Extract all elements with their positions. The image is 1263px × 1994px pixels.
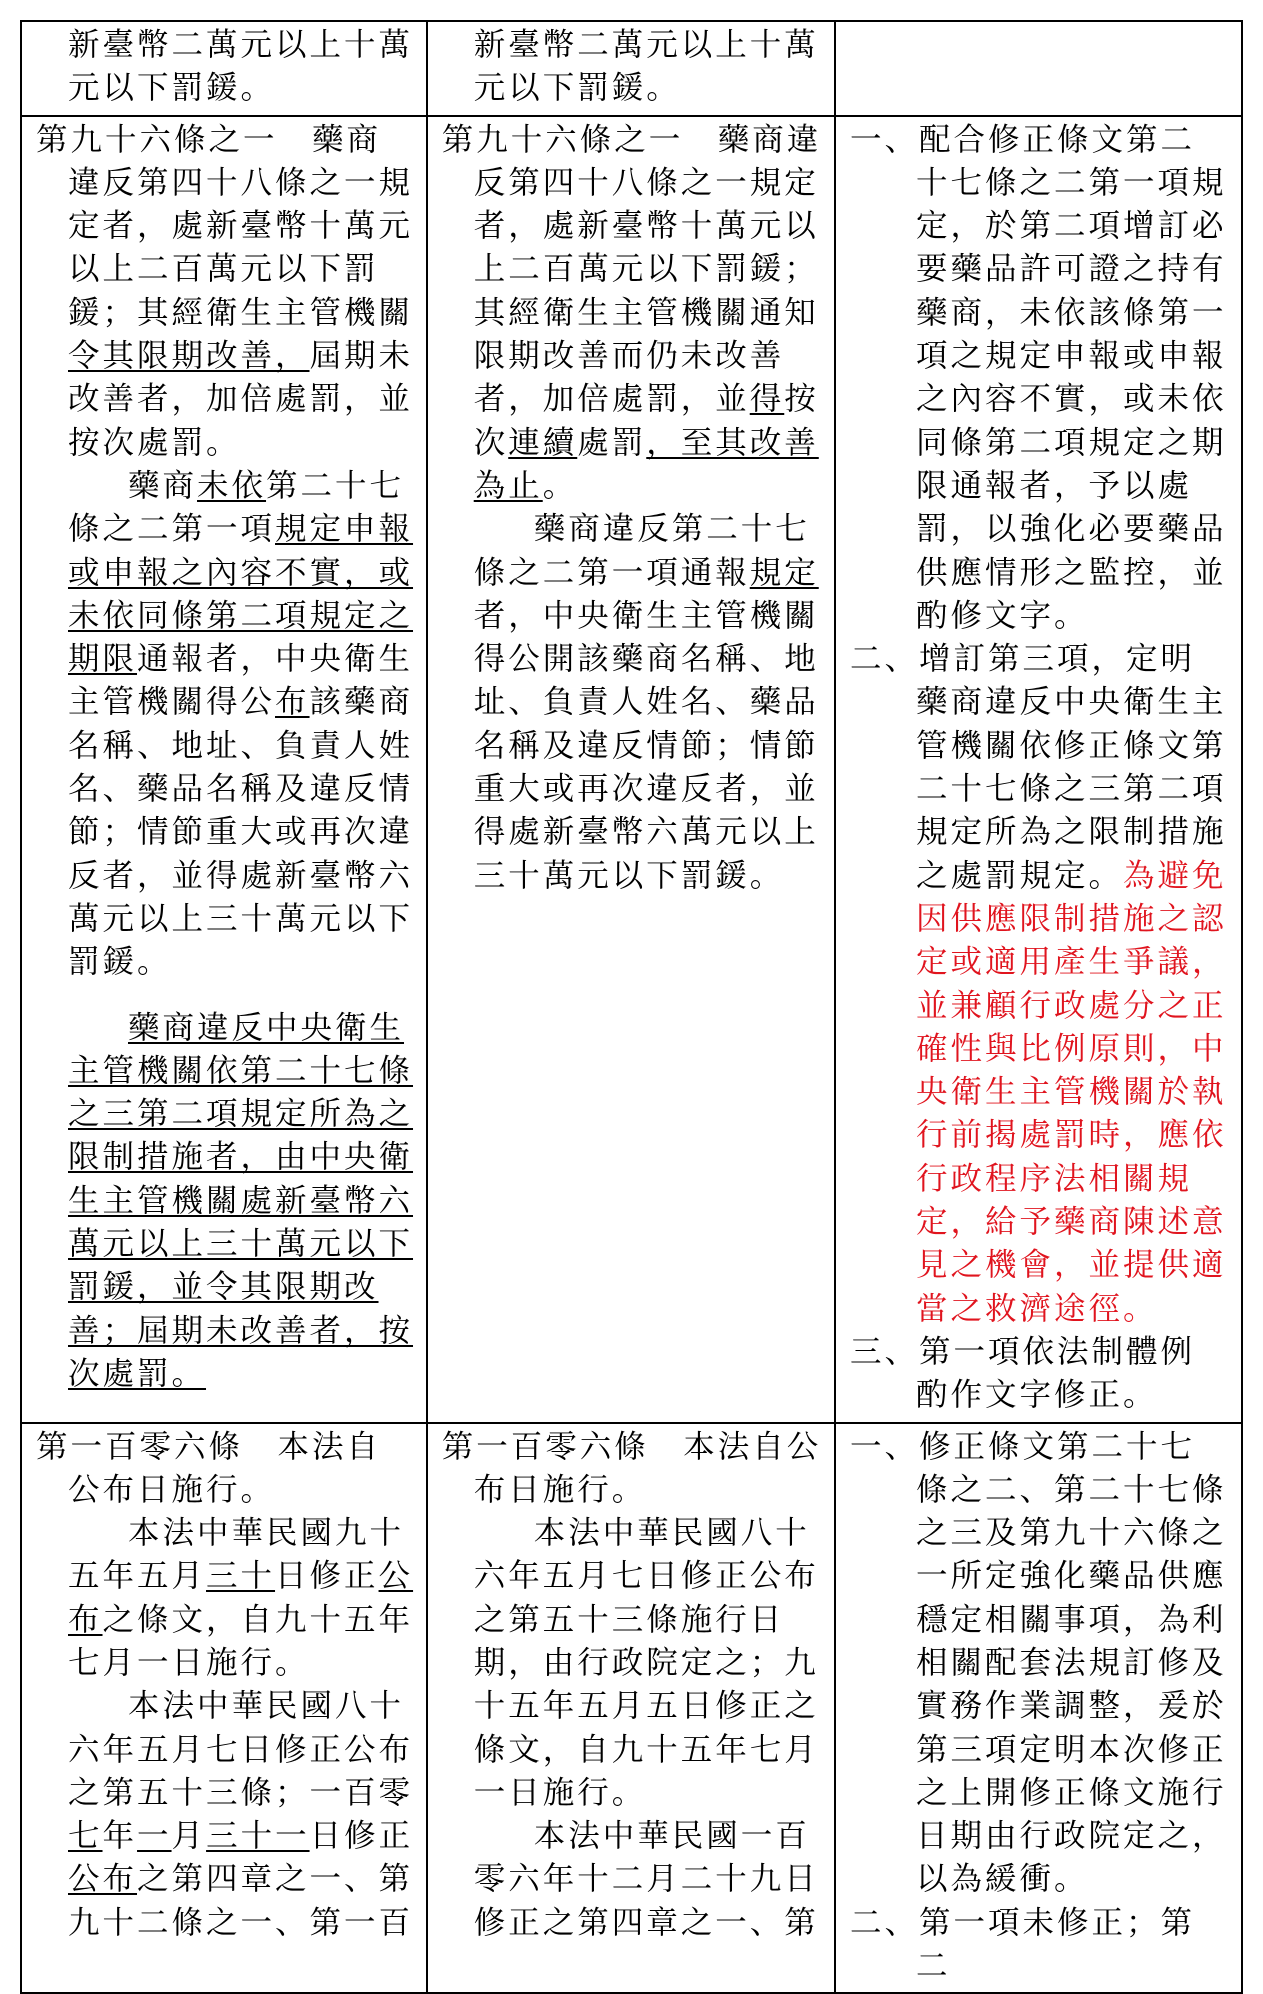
article-paragraph <box>36 465 414 985</box>
item-text: 第一項依法制體例酌作文字修正。 <box>915 1333 1196 1414</box>
item-number: 三、 <box>849 1333 919 1370</box>
article-paragraph: 本法中華民國一百零六年十二月二十九日修正之第四章之一、第 <box>473 1818 819 1941</box>
item-number: 一、 <box>849 121 919 158</box>
amended-underline: 令其限期改善， <box>68 338 310 375</box>
explanation-cell <box>835 1423 1242 1994</box>
amended-underline: 公布 <box>68 1558 414 1638</box>
paragraph-text: 月 <box>171 1818 207 1855</box>
article-paragraph <box>36 1007 414 1397</box>
amended-underline: 三十 <box>206 1558 276 1595</box>
paragraph-text: 處罰 <box>577 424 647 461</box>
paragraph-text: 第二十七條之二第一項 <box>68 467 405 548</box>
article-paragraph <box>442 508 822 898</box>
paragraph-text: 之第四章之一、第九十二條之一、第一百 <box>68 1861 414 1941</box>
article-paragraph <box>36 1426 414 1513</box>
article-paragraph <box>442 119 822 509</box>
item-number: 二、 <box>849 1904 919 1941</box>
current-cell <box>427 116 835 1423</box>
paragraph-text: 本法中華民國八十六年五月七日修正公布之第五十三條；一百零 <box>68 1688 414 1811</box>
amended-underline: 公布 <box>68 1861 138 1898</box>
article-title: 第九十六條之一 藥商違反第四十八條之一規定者，處新臺幣十萬元以上二百萬元以下罰鍰；其經衛生主管機關 <box>36 121 414 331</box>
explanation-item <box>850 1331 1229 1418</box>
amended-text: 新臺幣二萬元以上十萬元以下罰鍰。 <box>68 27 414 107</box>
comparison-table <box>20 20 1243 1994</box>
amended-underline: 藥商違反中央衛生主管機關依第二十七條之三第二項規定所為之限制措施者，由中央衛生主管機關處新臺幣六萬元以上三十萬元以下罰鍰，並令其限期改善；屆期未改善者，按次處罰。 <box>68 1009 414 1392</box>
paragraph-text: 本法中華民國九十五年五月 <box>68 1515 405 1595</box>
explanation-item <box>850 1426 1229 1902</box>
paragraph-text: 日修正 <box>275 1558 379 1595</box>
explanation-cell <box>835 116 1242 1423</box>
paragraph-text: 通報者，中央衛生主管機關得公 <box>68 641 414 721</box>
amended-cell <box>21 1423 427 1994</box>
document-page <box>20 20 1243 1985</box>
paragraph-text: 按次 <box>473 381 819 461</box>
paragraph-text: 者，中央衛生主管機關得公開該藥商名稱、地址、負責人姓名、藥品名稱及違反情節；情節重大或再次違反者，並得處新臺幣六萬元以上三十萬元以下罰鍰。 <box>473 597 819 894</box>
table-row <box>21 1423 1242 1994</box>
article-title: 第一百零六條 本法自公布日施行。 <box>36 1428 382 1508</box>
paragraph-text: 日修正 <box>309 1818 414 1855</box>
amended-underline: 未依 <box>197 467 267 504</box>
article-paragraph <box>36 1512 414 1685</box>
article-paragraph: 本法中華民國八十六年五月七日修正公布之第五十三條施行日期，由行政院定之；九十五年五月五日修正之條文，自九十五年七月一日施行。 <box>473 1515 819 1811</box>
amended-underline: 一 <box>137 1818 172 1855</box>
paragraph-text: 之條文，自九十五年七月一日施行。 <box>68 1601 414 1681</box>
article-paragraph <box>36 119 414 465</box>
amended-underline: 規定申報或申報之內容不實，或未依同條第二項規定之期限 <box>68 511 414 678</box>
table-row <box>21 116 1242 1423</box>
amended-underline: 七 <box>68 1818 103 1855</box>
article-paragraph <box>36 1685 414 1945</box>
explanation-item <box>850 638 1229 1331</box>
amended-underline: 布 <box>275 684 310 721</box>
item-text: 配合修正條文第二十七條之二第一項規定，於第二項增訂必要藥品許可證之持有藥商，未依該條第一項之規定申報或申報之內容不實，或未依同條第二項規定之期限通報者，予以處罰，以強化必要藥品供應情形之監控，並酌修文字。 <box>915 121 1227 634</box>
current-cell <box>427 1423 835 1994</box>
highlighted-text: 為避免因供應限制措施之認定或適用產生爭議，並兼顧行政處分之正確性與比例原則，中央衛生主管機關於執行前揭處罰時，應依行政程序法相關規定，給予藥商陳述意見之機會，並提供適當之救濟途徑。 <box>915 857 1227 1327</box>
current-text: 新臺幣二萬元以上十萬元以下罰鍰。 <box>473 27 819 107</box>
item-text: 修正條文第二十七條之二、第二十七條之三及第九十六條之一所定強化藥品供應穩定相關事項，為利相關配套法規訂修及實務作業調整，爰於第三項定明本次修正之上開修正條文施行日期由行政院定之，以為緩衝。 <box>915 1428 1227 1898</box>
current-cell <box>427 21 835 116</box>
item-number: 一、 <box>849 1428 919 1465</box>
current-underline: ，至其改善為止 <box>473 424 819 504</box>
item-text: 第一項未修正；第二 <box>915 1904 1196 1985</box>
paragraph-text: 藥商違反第二十七條之二第一項通報 <box>473 511 810 591</box>
table-row <box>21 21 1242 116</box>
item-text: 增訂第三項，定明藥商違反中央衛生主管機關依修正條文第二十七條之三第二項規定所為之限制措施之處罰規定。 <box>915 641 1227 894</box>
article-title: 第一百零六條 本法自公布日施行。 <box>441 1428 822 1508</box>
paragraph-text: 第九十六條之一 藥商違反第四十八條之一規定者，處新臺幣十萬元以上二百萬元以下罰鍰；其經衛生主管機關通知限期改善而仍未改善者，加倍處罰，並 <box>441 121 822 418</box>
paragraph-text: 。 <box>542 467 578 504</box>
amended-cell <box>21 116 427 1423</box>
current-underline: 規定 <box>749 554 819 591</box>
amended-underline: 三十一 <box>206 1818 310 1855</box>
paragraph-text: 屆期未改善者，加倍處罰，並按次處罰。 <box>68 338 414 461</box>
item-number: 二、 <box>849 641 919 678</box>
current-underline: 得 <box>749 381 785 418</box>
current-underline: 連續 <box>508 424 578 461</box>
paragraph-text: 年 <box>102 1818 138 1855</box>
paragraph-text: 該藥商名稱、地址、負責人姓名、藥品名稱及違反情節；情節重大或再次違反者，並得處新臺幣六萬元以上三十萬元以下罰鍰。 <box>68 684 414 981</box>
paragraph-text: 藥商 <box>128 467 198 504</box>
article-paragraph <box>442 1426 822 1513</box>
explanation-item <box>850 1902 1229 1989</box>
explanation-item <box>850 119 1229 639</box>
amended-cell <box>21 21 427 116</box>
explanation-cell <box>835 21 1242 116</box>
